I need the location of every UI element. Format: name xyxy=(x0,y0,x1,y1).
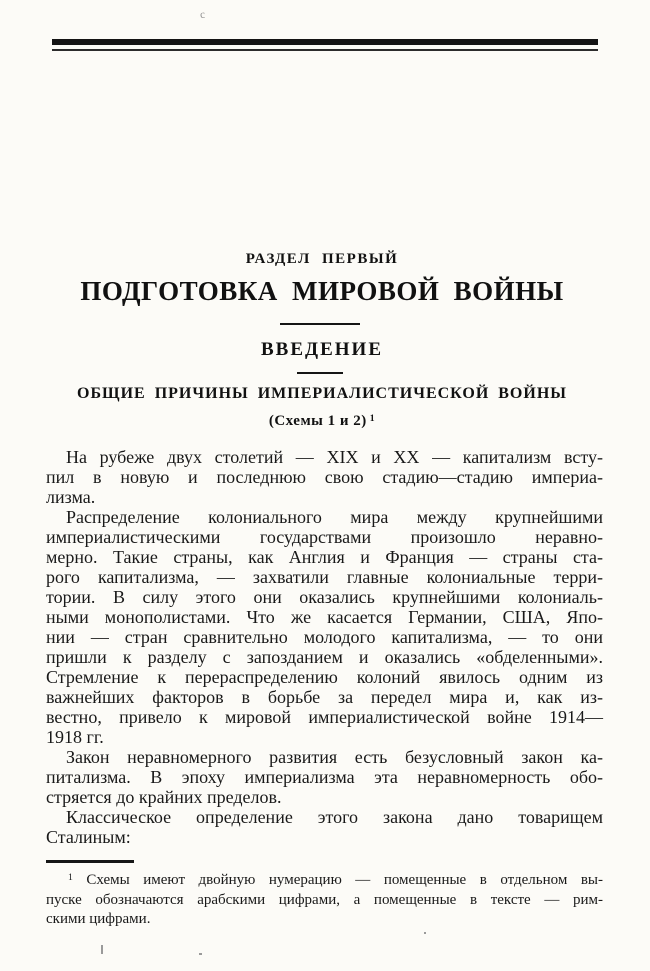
body-line: империалистическими государствами произошло неравно- xyxy=(46,527,603,547)
separator-rule-bottom xyxy=(297,372,343,374)
masthead-rule-thin xyxy=(52,49,598,51)
subsection-title: ОБЩИЕ ПРИЧИНЫ ИМПЕРИАЛИСТИЧЕСКОЙ ВОЙНЫ xyxy=(77,385,567,402)
scan-smudge: с xyxy=(199,8,206,22)
body-line: стряется до крайних пределов. xyxy=(46,787,282,807)
body-line: Стремление к перераспределению колоний явилось одним из xyxy=(46,667,603,687)
section-title: ПОДГОТОВКА МИРОВОЙ ВОЙНЫ xyxy=(80,276,564,306)
body-line: пришли к разделу с запозданием и оказались «обделенными». xyxy=(46,647,603,667)
body-line: важнейших факторов в борьбе за передел мира и, как из- xyxy=(46,687,603,707)
body-line: Классическое определение этого закона дано товарищем xyxy=(66,807,603,827)
body-line: На рубеже двух столетий — XIX и XX — капитализм всту- xyxy=(66,447,603,467)
scan-speck xyxy=(199,953,202,955)
schemes-note xyxy=(0,413,644,430)
body-line: мерно. Такие страны, как Англия и Франция — страны ста- xyxy=(46,547,603,567)
footnote-line: $^1$ Схемы имеют двойную нумерацию — помещенные в отдельном вы- xyxy=(68,871,603,888)
schemes-note-text: (Схемы 1 и 2) xyxy=(268,413,367,429)
body-line: Распределение колониального мира между крупнейшими xyxy=(66,507,603,527)
body-line: 1918 гг. xyxy=(46,727,104,747)
separator-rule-top xyxy=(280,323,360,325)
section-label: РАЗДЕЛ ПЕРВЫЙ xyxy=(245,251,399,267)
body-line: пил в новую и последнюю свою стадию—стадию империа- xyxy=(46,467,603,487)
schemes-note-footnote-ref: 1 xyxy=(369,412,376,424)
body-line: рого капитализма, — захватили главные колониальные терри- xyxy=(46,567,603,587)
footnote-line: пуске обозначаются арабскими цифрами, а помещенные в тексте — рим- xyxy=(46,891,603,908)
body-line: ными монополистами. Что же касается Германии, США, Япо- xyxy=(46,607,603,627)
footnote xyxy=(46,871,603,930)
body-text xyxy=(46,447,603,847)
scan-speck xyxy=(101,945,103,954)
masthead-rule-thick xyxy=(52,39,598,45)
body-line: нии — стран сравнительно молодого капитализма, — то они xyxy=(46,627,603,647)
body-line: Закон неравномерного развития есть безусловный закон ка- xyxy=(66,747,603,767)
footnote-rule xyxy=(46,860,134,863)
body-line: тории. В силу этого они оказались крупнейшими колониаль- xyxy=(46,587,603,607)
footnote-line: скими цифрами. xyxy=(46,911,151,927)
body-line: Сталиным: xyxy=(46,827,131,847)
scan-speck xyxy=(424,932,426,934)
body-line: лизма. xyxy=(46,487,96,507)
footnote-ref-mark: 1 xyxy=(68,871,73,883)
body-line: питализма. В эпоху империализма эта неравномерность обо- xyxy=(46,767,603,787)
body-line: вестно, привело к мировой империалистической войне 1914— xyxy=(46,707,603,727)
chapter-title: ВВЕДЕНИЕ xyxy=(261,339,383,360)
